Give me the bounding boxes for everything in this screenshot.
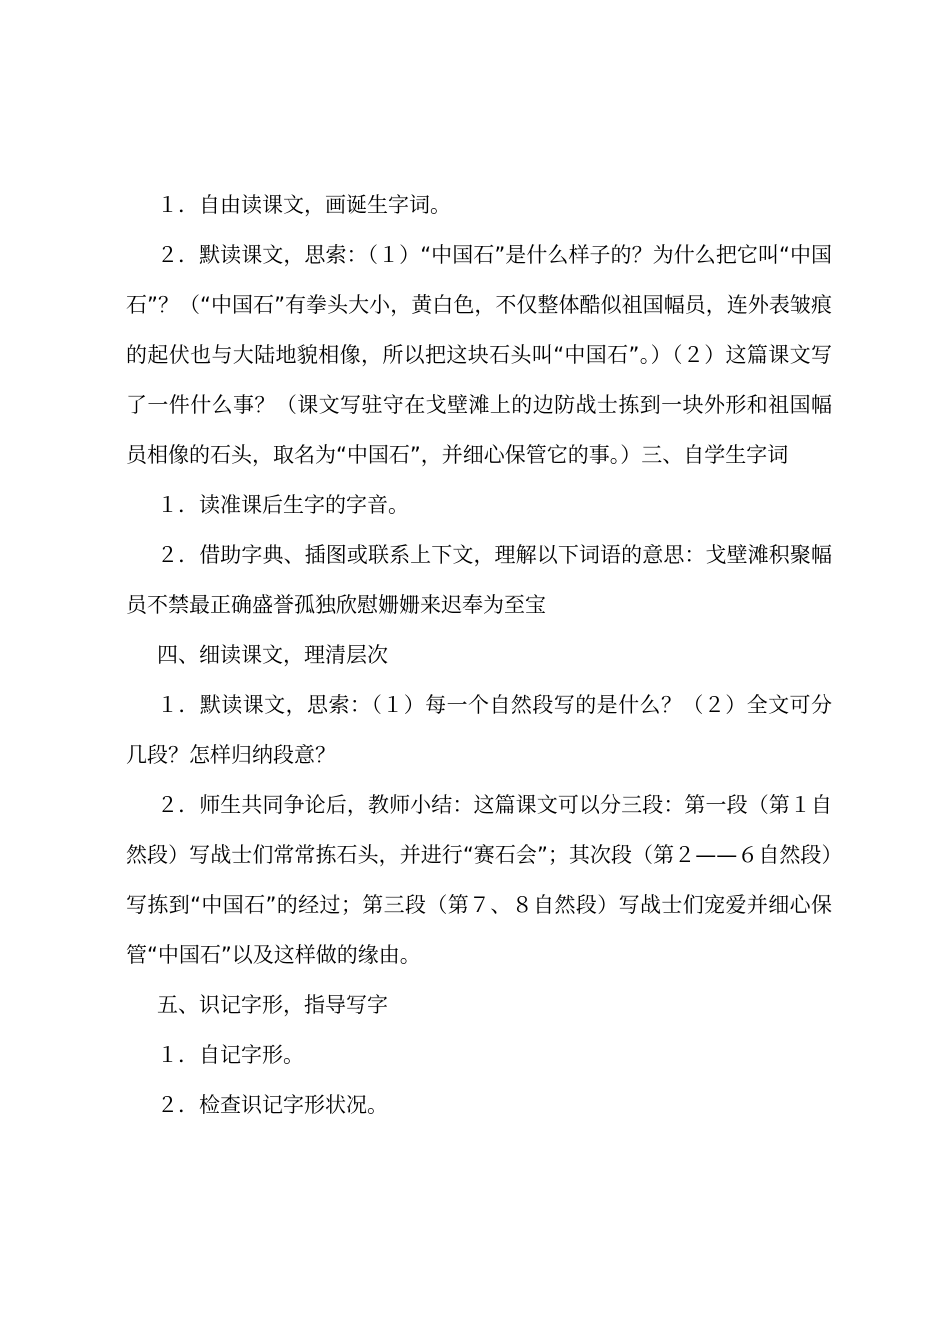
step-2-check-characters: ２．检查识记字形状况。 [157, 1093, 388, 1117]
step-2-teacher-summary: ２．师生共同争论后，教师小结：这篇课文可以分三段：第一段（第１自然段）写战士们常常拣石头，并进行“赛石会”；其次段（第２——６自然段）写拣到“中国石”的经过；第三段（第７、８自然段）写战士们宠爱并细心保管“中国石”以及这样做的缘由。 [126, 793, 832, 967]
section-heading-4: 四、细读课文，理清层次 [157, 643, 388, 667]
step-1-free-reading: １．自由读课文，画诞生字词。 [157, 193, 451, 217]
step-2-silent-reading-questions: ２．默读课文，思索：（１）“中国石”是什么样子的？为什么把它叫“中国石”？（“中国石”有拳头大小，黄白色，不仅整体酷似祖国幅员，连外表皱痕的起伏也与大陆地貌相像，所以把这块石头叫“中国石”。）（２）这篇课文写了一件什么事？（课文写驻守在戈壁滩上的边防战士拣到一块外形和祖国幅员相像的石头，取名为“中国石”，并细心保管它的事。）三、自学生字词 [126, 243, 832, 467]
step-1-paragraph-questions: １．默读课文，思索：（１）每一个自然段写的是什么？（２）全文可分几段？怎样归纳段意？ [126, 693, 832, 767]
step-2-vocabulary: ２．借助字典、插图或联系上下文，理解以下词语的意思：戈壁滩积聚幅员不禁最正确盛誉孤独欣慰姗姗来迟奉为至宝 [126, 543, 832, 617]
section-heading-5: 五、识记字形，指导写字 [157, 993, 388, 1017]
step-1-pronunciation: １．读准课后生字的字音。 [157, 493, 409, 517]
document-body [126, 180, 832, 1130]
step-1-memorize-characters: １．自记字形。 [157, 1043, 304, 1067]
